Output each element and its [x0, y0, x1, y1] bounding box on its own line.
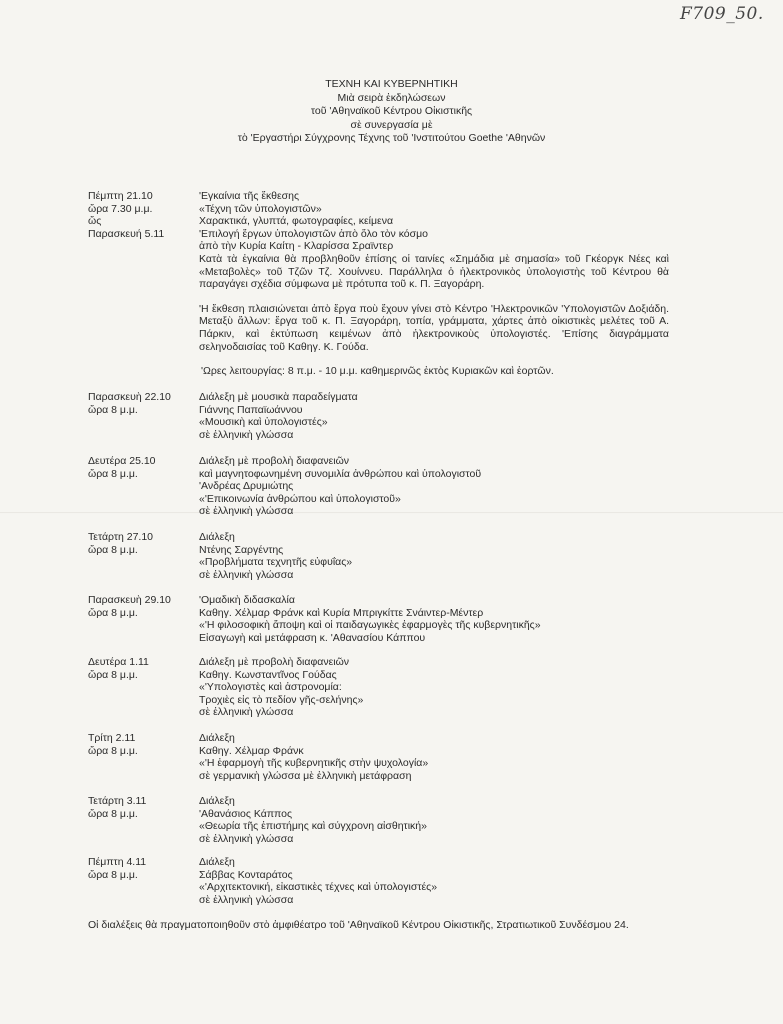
date-line: Δευτέρα 25.10	[88, 455, 156, 467]
desc-line: 'Επιλογή ἔργων ὑπολογιστῶν ἀπὸ ὅλο τὸν κόσμο	[199, 227, 429, 240]
desc-line: Διάλεξη μὲ προβολὴ διαφανειῶν	[199, 455, 350, 467]
desc-line: Εἰσαγωγὴ καὶ μετάφραση κ. 'Αθανασίου Κάππου	[199, 631, 426, 644]
date-line: ὥς	[88, 215, 102, 228]
desc-paragraph: 'Η ἔκθεση πλαισιώνεται ἀπὸ ἔργα ποὺ ἔχουν γίνει στὸ Κέντρο 'Ηλεκτρονικῶν 'Υπολογιστῶν Δοξιάδη. Μεταξὺ ἄλλων: ἔργα τοῦ κ. Π. Ξαγοράρη, τοπία, γράμματα, χάρτες ἀπὸ οἰκιστικὲς μελέτες τοῦ Α. Πάρκιν, καὶ ἐκτύπωση κειμένων ἀπὸ ἠλεκτρονικοὺς ὑπολογιστές. 'Επίσης διαγράμματα σεληνοδαισίας τοῦ Καθηγ. Κ. Γούδα.	[199, 302, 669, 353]
desc-line: Καθηγ. Χέλμαρ Φράνκ	[199, 744, 304, 757]
desc-paragraph: Κατὰ τὰ ἐγκαίνια θὰ προβληθοῦν ἐπίσης οἱ ταινίες «Σημάδια μὲ σημασία» τοῦ Γκέοργκ Νέες καὶ «Μεταβολὲς» τοῦ Τζῶν Τζ. Χουίννευ. Παράλληλα ὁ ἠλεκτρονικὸς ὑπολογιστὴς τοῦ Κέντρου θὰ παραγάγει σχέδια σύμφωνα μὲ πρότυπα τοῦ κ. Π. Ξαγοράρη.	[199, 252, 669, 291]
date-line: Παρασκευὴ 22.10	[88, 391, 171, 403]
date-line: Δευτέρα 1.11	[88, 656, 149, 668]
desc-line: «Μουσικὴ καὶ ὑπολογιστές»	[199, 416, 328, 429]
entry-date	[88, 190, 193, 240]
desc-line: «'Επικοινωνία ἀνθρώπου καὶ ὑπολογιστοῦ»	[199, 492, 401, 505]
entry-description	[199, 594, 669, 644]
entry-date	[88, 391, 193, 416]
desc-line: «'Υπολογιστὲς καὶ ἀστρονομία:	[199, 681, 342, 694]
entry-description	[199, 531, 669, 581]
entry-description	[199, 455, 669, 518]
venue-note: Οἱ διαλέξεις θὰ πραγματοποιηθοῦν στὸ ἀμφιθέατρο τοῦ 'Αθηναϊκοῦ Κέντρου Οἰκιστικῆς, Στρατιωτικοῦ Συνδέσμου 24.	[88, 919, 629, 931]
desc-line: Καθηγ. Χέλμαρ Φράνκ καὶ Κυρία Μπριγκίττε Σνάιντερ-Μέντερ	[199, 606, 484, 619]
entry-date	[88, 732, 193, 757]
desc-line: 'Ανδρέας Δρυμιώτης	[199, 480, 294, 493]
desc-line: σὲ ἑλληνικὴ γλώσσα	[199, 832, 294, 845]
entry-description	[199, 732, 669, 782]
entry-description	[199, 795, 669, 845]
desc-line: καὶ μαγνητοφωνημένη συνομιλία ἀνθρώπου καὶ ὑπολογιστοῦ	[199, 467, 482, 480]
desc-line: «'Η ἐφαρμογὴ τῆς κυβερνητικῆς στὴν ψυχολογία»	[199, 757, 429, 770]
desc-line: σὲ ἑλληνικὴ γλώσσα	[199, 706, 294, 719]
time-line: ὥρα 8 μ.μ.	[88, 807, 138, 820]
header-line: σὲ συνεργασία μὲ	[350, 118, 433, 131]
desc-line: σὲ γερμανικὴ γλώσσα μὲ ἑλληνικὴ μετάφραση	[199, 769, 412, 782]
entry-date	[88, 594, 193, 619]
desc-line: Σάββας Κονταράτος	[199, 868, 293, 881]
date-line: Πέμπτη 21.10	[88, 190, 153, 202]
desc-line: Διάλεξη μὲ προβολὴ διαφανειῶν	[199, 656, 350, 668]
desc-line: Διάλεξη	[199, 732, 235, 744]
time-line: ὥρα 8 μ.μ.	[88, 606, 138, 619]
desc-line: Διάλεξη	[199, 856, 235, 868]
entry-description	[199, 190, 669, 378]
desc-line: «Τέχνη τῶν ὑπολογιστῶν»	[199, 202, 322, 215]
header-line: Μιὰ σειρὰ ἐκδηλώσεων	[337, 91, 446, 104]
desc-line: 'Εγκαίνια τῆς ἔκθεσης	[199, 190, 300, 202]
header-line: τοῦ 'Αθηναϊκοῦ Κέντρου Οἰκιστικῆς	[310, 105, 473, 118]
desc-line: Διάλεξη	[199, 795, 235, 807]
entry-description	[199, 656, 669, 719]
desc-line: Γιάννης Παπαϊωάννου	[199, 403, 303, 416]
desc-line: 'Ομαδικὴ διδασκαλία	[199, 594, 295, 606]
header-title: ΤΕΧΝΗ ΚΑΙ ΚΥΒΕΡΝΗΤΙΚΗ	[325, 78, 458, 90]
entry-description	[199, 391, 669, 441]
desc-line: 'Αθανάσιος Κάππος	[199, 807, 293, 820]
desc-line: Ντένης Σαργέντης	[199, 543, 284, 556]
opening-hours: 'Ωρες λειτουργίας: 8 π.μ. - 10 μ.μ. καθημερινῶς ἐκτὸς Κυριακῶν καὶ ἑορτῶν.	[201, 365, 554, 378]
time-line: ὥρα 8 μ.μ.	[88, 403, 138, 416]
desc-line: «'Η φιλοσοφικὴ ἄποψη καὶ οἱ παιδαγωγικὲς ἐφαρμογὲς τῆς κυβερνητικῆς»	[199, 619, 541, 632]
time-line: ὥρα 7.30 μ.μ.	[88, 202, 153, 215]
time-line: ὥρα 8 μ.μ.	[88, 744, 138, 757]
desc-line: σὲ ἑλληνικὴ γλώσσα	[199, 428, 294, 441]
desc-line: «Θεωρία τῆς ἐπιστήμης καὶ σύγχρονη αἰσθητική»	[199, 820, 427, 833]
time-line: ὥρα 8 μ.μ.	[88, 668, 138, 681]
desc-line: Καθηγ. Κωνσταντῖνος Γούδας	[199, 668, 337, 681]
desc-line: «Προβλήματα τεχνητῆς εὐφυΐας»	[199, 556, 353, 569]
date-line: Τετάρτη 27.10	[88, 531, 154, 543]
desc-line: σὲ ἑλληνικὴ γλώσσα	[199, 893, 294, 906]
document-header	[0, 78, 783, 146]
desc-line: Διάλεξη μὲ μουσικὰ παραδείγματα	[199, 391, 358, 403]
handwritten-note: F709_50.	[680, 4, 764, 24]
time-line: ὥρα 8 μ.μ.	[88, 467, 138, 480]
date-line: Τρίτη 2.11	[88, 732, 136, 744]
time-line: ὥρα 8 μ.μ.	[88, 868, 138, 881]
desc-line: σὲ ἑλληνικὴ γλώσσα	[199, 568, 294, 581]
desc-line: Χαρακτικά, γλυπτά, φωτογραφίες, κείμενα	[199, 215, 394, 228]
desc-line: σὲ ἑλληνικὴ γλώσσα	[199, 505, 294, 518]
desc-line: Τροχιὲς εἰς τὸ πεδίον γῆς-σελήνης»	[199, 693, 364, 706]
header-line: τὸ 'Εργαστήρι Σύγχρονης Τέχνης τοῦ 'Ινστιτούτου Goethe 'Αθηνῶν	[237, 132, 546, 145]
date-line: Τετάρτη 3.11	[88, 795, 147, 807]
entry-date	[88, 656, 193, 681]
entry-description	[199, 856, 669, 906]
entry-date	[88, 795, 193, 820]
date-line: Παρασκευή 5.11	[88, 227, 165, 240]
desc-line: ἀπὸ τὴν Κυρία Καίτη - Κλαρίσσα Σραϊντερ	[199, 240, 394, 253]
time-line: ὥρα 8 μ.μ.	[88, 543, 138, 556]
date-line: Πέμπτη 4.11	[88, 856, 147, 868]
date-line: Παρασκευὴ 29.10	[88, 594, 171, 606]
entry-date	[88, 455, 193, 480]
entry-date	[88, 856, 193, 881]
desc-line: «'Αρχιτεκτονική, εἰκαστικὲς τέχνες καὶ ὑπολογιστές»	[199, 881, 438, 894]
desc-line: Διάλεξη	[199, 531, 235, 543]
entry-date	[88, 531, 193, 556]
